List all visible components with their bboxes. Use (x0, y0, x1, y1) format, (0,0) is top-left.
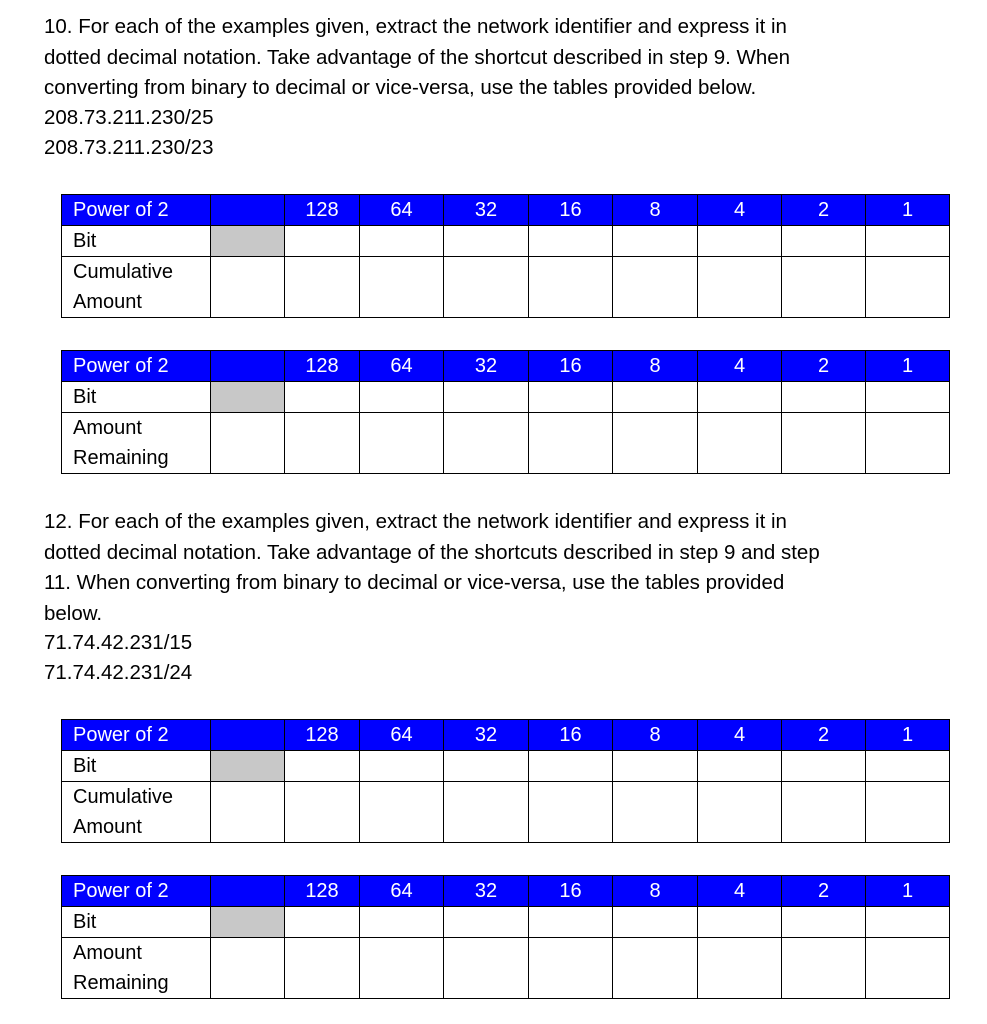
bit-input-cell[interactable] (613, 382, 698, 413)
bit-input-cell[interactable] (444, 226, 529, 257)
bit-row (62, 226, 950, 257)
power-cell: 128 (285, 195, 360, 226)
amount-input-cell[interactable] (782, 257, 866, 318)
header-spacer-cell (211, 720, 285, 751)
power-of-2-row (62, 720, 950, 751)
bit-input-cell[interactable] (360, 382, 444, 413)
power-cell: 2 (782, 720, 866, 751)
power-of-2-label: Power of 2 (62, 720, 211, 751)
power-cell: 4 (698, 720, 782, 751)
power-cell: 4 (698, 195, 782, 226)
cumulative-amount-label (62, 257, 211, 318)
bit-input-cell[interactable] (285, 382, 360, 413)
amount-input-cell[interactable] (529, 257, 613, 318)
amount-input-cell[interactable] (613, 938, 698, 999)
label-line: Remaining (73, 972, 169, 994)
bit-input-cell[interactable] (444, 907, 529, 938)
power-cell: 2 (782, 876, 866, 907)
bit-label: Bit (62, 751, 211, 782)
power-cell: 1 (866, 351, 950, 382)
bit-input-cell[interactable] (360, 907, 444, 938)
bit-label: Bit (62, 382, 211, 413)
bit-input-cell[interactable] (285, 751, 360, 782)
power-cell: 32 (444, 195, 529, 226)
bit-input-cell[interactable] (529, 382, 613, 413)
label-line: Remaining (73, 447, 169, 469)
amount-input-cell[interactable] (529, 782, 613, 843)
power-cell: 64 (360, 720, 444, 751)
bit-label: Bit (62, 907, 211, 938)
bit-input-cell[interactable] (698, 907, 782, 938)
power-of-2-label: Power of 2 (62, 876, 211, 907)
amount-input-cell[interactable] (698, 413, 782, 474)
shaded-cell (211, 226, 285, 257)
header-spacer-cell (211, 351, 285, 382)
bit-input-cell[interactable] (529, 751, 613, 782)
power-cell: 64 (360, 876, 444, 907)
power-cell: 8 (613, 351, 698, 382)
amount-input-cell[interactable] (285, 938, 360, 999)
power-cell: 16 (529, 195, 613, 226)
power-cell: 4 (698, 351, 782, 382)
bit-input-cell[interactable] (444, 751, 529, 782)
amount-input-cell[interactable] (782, 782, 866, 843)
shaded-cell (211, 751, 285, 782)
power-cell: 128 (285, 351, 360, 382)
amount-remaining-row (62, 938, 950, 999)
question-12-line: dotted decimal notation. Take advantage of the shortcuts described in step 9 and step (44, 540, 820, 564)
question-12-line: 11. When converting from binary to decimal or vice-versa, use the tables provided (44, 571, 785, 594)
question-12-line: 12. For each of the examples given, extract the network identifier and express it in (44, 510, 787, 533)
amount-input-cell[interactable] (444, 413, 529, 474)
bit-input-cell[interactable] (866, 907, 950, 938)
amount-input-cell[interactable] (698, 257, 782, 318)
ip-address-example: 71.74.42.231/15 (44, 631, 193, 654)
power-cell: 1 (866, 876, 950, 907)
label-line: Cumulative (73, 261, 174, 283)
question-10-text (44, 12, 790, 104)
power-cell: 16 (529, 720, 613, 751)
label-line: Amount (73, 291, 142, 313)
bit-label: Bit (62, 226, 211, 257)
bit-input-cell[interactable] (698, 226, 782, 257)
cumulative-amount-row (62, 257, 950, 318)
amount-input-cell[interactable] (613, 413, 698, 474)
amount-input-cell[interactable] (211, 257, 285, 318)
amount-input-cell[interactable] (211, 782, 285, 843)
shaded-cell (211, 382, 285, 413)
power-of-2-row (62, 351, 950, 382)
amount-input-cell[interactable] (613, 257, 698, 318)
amount-input-cell[interactable] (866, 938, 950, 999)
bit-input-cell[interactable] (613, 226, 698, 257)
amount-input-cell[interactable] (285, 257, 360, 318)
bit-row (62, 751, 950, 782)
header-spacer-cell (211, 195, 285, 226)
power-cell: 8 (613, 720, 698, 751)
amount-input-cell[interactable] (529, 938, 613, 999)
label-line: Amount (73, 417, 142, 439)
power-cell: 32 (444, 351, 529, 382)
amount-input-cell[interactable] (285, 413, 360, 474)
bit-input-cell[interactable] (866, 226, 950, 257)
power-cell: 8 (613, 195, 698, 226)
amount-input-cell[interactable] (529, 413, 613, 474)
power-of-2-label: Power of 2 (62, 351, 211, 382)
power-cell: 64 (360, 351, 444, 382)
bit-input-cell[interactable] (866, 751, 950, 782)
bit-input-cell[interactable] (360, 226, 444, 257)
power-of-2-label: Power of 2 (62, 195, 211, 226)
amount-remaining-label (62, 413, 211, 474)
power-cell: 4 (698, 876, 782, 907)
power-cell: 1 (866, 195, 950, 226)
bit-input-cell[interactable] (782, 382, 866, 413)
ip-address-example: 208.73.211.230/23 (44, 136, 214, 159)
amount-input-cell[interactable] (698, 782, 782, 843)
question-10-line: 10. For each of the examples given, extract the network identifier and express it in (44, 15, 787, 38)
bit-input-cell[interactable] (698, 751, 782, 782)
bit-input-cell[interactable] (444, 382, 529, 413)
question-12-text (44, 507, 820, 629)
power-cell: 8 (613, 876, 698, 907)
ip-address-example: 71.74.42.231/24 (44, 661, 193, 684)
power-cell: 16 (529, 351, 613, 382)
bit-input-cell[interactable] (529, 907, 613, 938)
amount-remaining-label (62, 938, 211, 999)
bit-input-cell[interactable] (285, 907, 360, 938)
power-cell: 16 (529, 876, 613, 907)
shaded-cell (211, 907, 285, 938)
header-spacer-cell (211, 876, 285, 907)
bit-input-cell[interactable] (782, 751, 866, 782)
bit-input-cell[interactable] (360, 751, 444, 782)
amount-input-cell[interactable] (444, 782, 529, 843)
amount-input-cell[interactable] (360, 782, 444, 843)
cumulative-amount-row (62, 782, 950, 843)
amount-input-cell[interactable] (782, 413, 866, 474)
power-cell: 32 (444, 876, 529, 907)
question-10-line: converting from binary to decimal or vice-versa, use the tables provided below. (44, 76, 757, 99)
question-12-line: below. (44, 601, 103, 625)
power-cell: 128 (285, 876, 360, 907)
conversion-table-remaining (61, 875, 950, 999)
bit-input-cell[interactable] (529, 226, 613, 257)
power-cell: 2 (782, 351, 866, 382)
label-line: Cumulative (73, 786, 174, 808)
power-of-2-row (62, 195, 950, 226)
amount-input-cell[interactable] (782, 938, 866, 999)
amount-input-cell[interactable] (866, 782, 950, 843)
power-cell: 64 (360, 195, 444, 226)
power-cell: 1 (866, 720, 950, 751)
power-cell: 2 (782, 195, 866, 226)
bit-input-cell[interactable] (782, 907, 866, 938)
bit-input-cell[interactable] (782, 226, 866, 257)
ip-address-example: 208.73.211.230/25 (44, 106, 214, 129)
amount-input-cell[interactable] (866, 257, 950, 318)
amount-input-cell[interactable] (698, 938, 782, 999)
bit-row (62, 907, 950, 938)
bit-input-cell[interactable] (285, 226, 360, 257)
amount-input-cell[interactable] (866, 413, 950, 474)
amount-input-cell[interactable] (444, 938, 529, 999)
amount-input-cell[interactable] (360, 413, 444, 474)
bit-input-cell[interactable] (866, 382, 950, 413)
amount-input-cell[interactable] (285, 782, 360, 843)
bit-input-cell[interactable] (698, 382, 782, 413)
label-line: Amount (73, 942, 142, 964)
label-line: Amount (73, 816, 142, 838)
amount-input-cell[interactable] (444, 257, 529, 318)
bit-row (62, 382, 950, 413)
amount-input-cell[interactable] (613, 782, 698, 843)
amount-input-cell[interactable] (211, 938, 285, 999)
cumulative-amount-label (62, 782, 211, 843)
amount-input-cell[interactable] (211, 413, 285, 474)
power-cell: 32 (444, 720, 529, 751)
question-10-line: dotted decimal notation. Take advantage of the shortcut described in step 9. When (44, 45, 791, 69)
amount-input-cell[interactable] (360, 257, 444, 318)
amount-remaining-row (62, 413, 950, 474)
power-cell: 128 (285, 720, 360, 751)
amount-input-cell[interactable] (360, 938, 444, 999)
conversion-table-cumulative (61, 194, 950, 318)
bit-input-cell[interactable] (613, 751, 698, 782)
power-of-2-row (62, 876, 950, 907)
bit-input-cell[interactable] (613, 907, 698, 938)
conversion-table-remaining (61, 350, 950, 474)
conversion-table-cumulative (61, 719, 950, 843)
